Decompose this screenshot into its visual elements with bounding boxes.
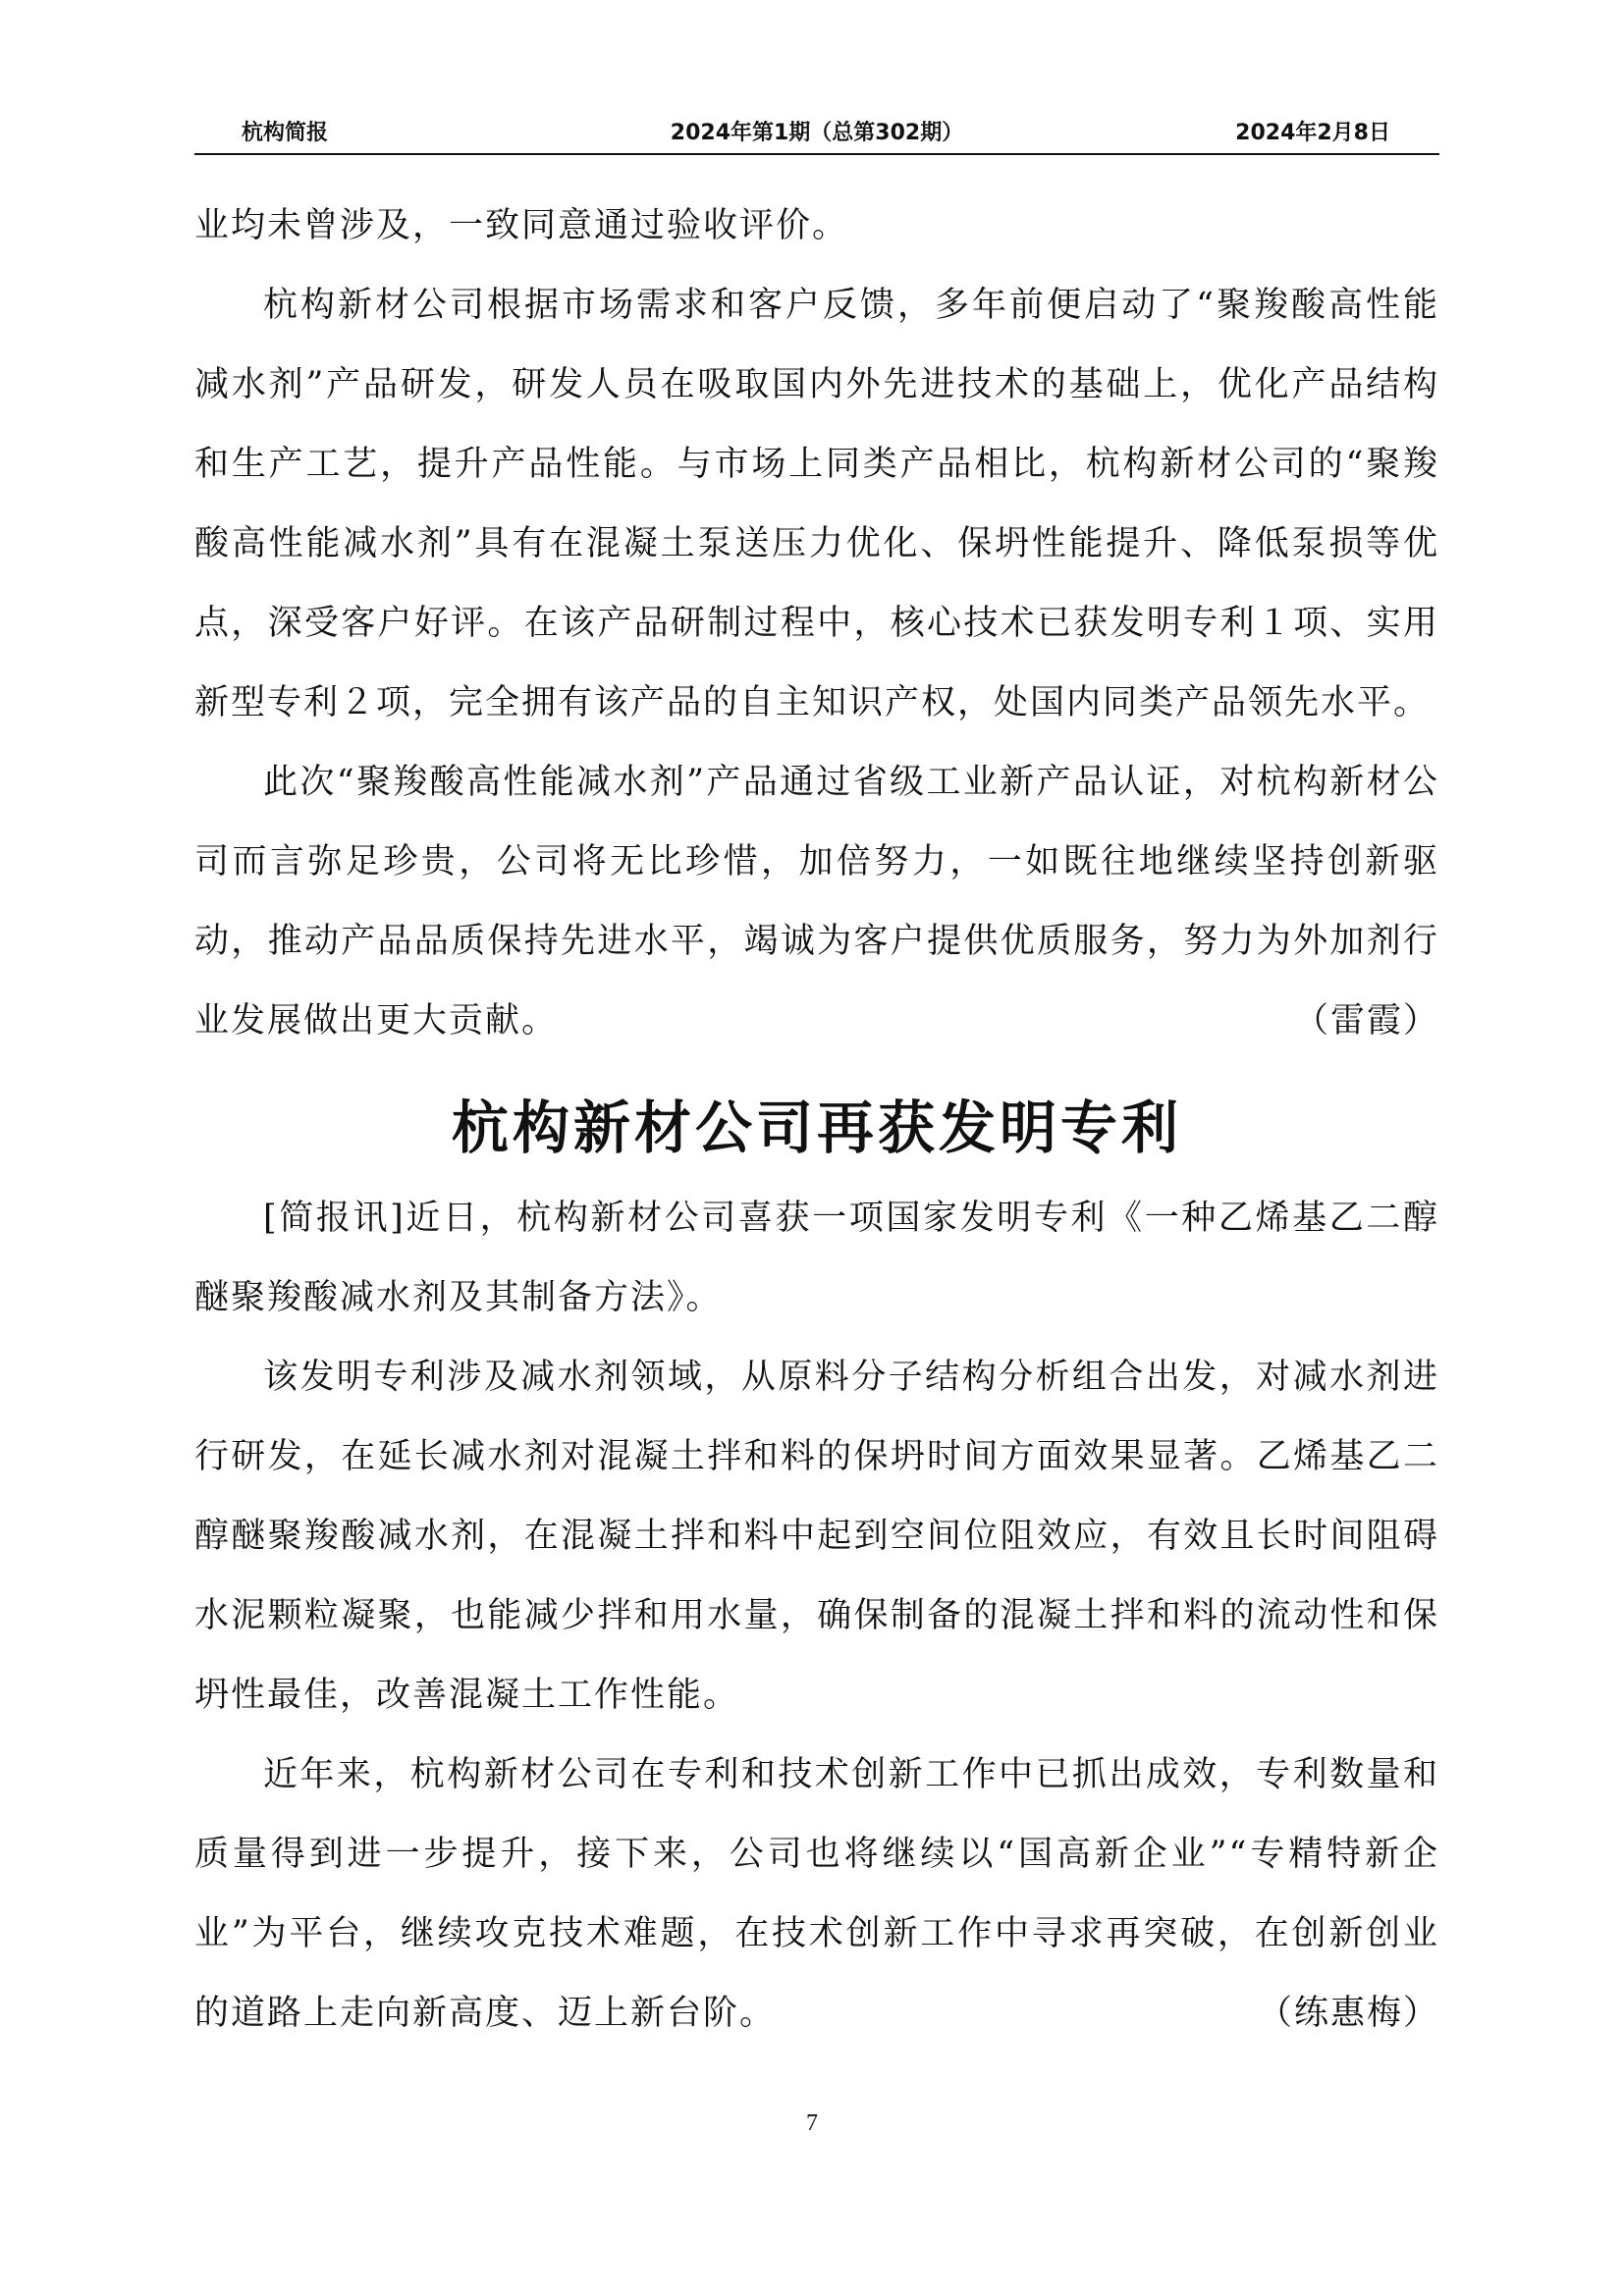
article2-title: 杭构新材公司再获发明专利 [451, 1095, 1182, 1161]
article2-paragraph: 该发明专利涉及减水剂领域，从原料分子结构分析组合出发，对减水剂进行研发，在延长减水剂对混凝土拌和料的保坍时间方面效果显著。乙烯基乙二醇醚聚羧酸减水剂，在混凝土拌和料中起到空间位阻效应，有效且长时间阻碍水泥颗粒凝聚，也能减少拌和用水量，确保制备的混凝土拌和料的流动性和保坍性最佳，改善混凝土工作性能。 [194, 1358, 1439, 1715]
article2-paragraph: [简报讯]近日，杭构新材公司喜获一项国家发明专利《一种乙烯基乙二醇醚聚羧酸减水剂及其制备方法》。 [194, 1199, 1439, 1317]
page-number: 7 [806, 2110, 818, 2136]
article2-author: （练惠梅） [1257, 1994, 1439, 2033]
page-header [194, 114, 1439, 155]
page-content [194, 187, 1439, 2054]
issue-number: 2024年第1期（总第302期） [670, 121, 964, 145]
article1-paragraph: 此次“聚羧酸高性能减水剂”产品通过省级工业新产品认证，对杭构新材公司而言弥足珍贵，公司将无比珍惜，加倍努力，一如既往地继续坚持创新驱动，推动产品品质保持先进水平，竭诚为客户提供优质服务，努力为外加剂行业发展做出更大贡献。 [194, 763, 1439, 1041]
publication-date: 2024年2月8日 [1235, 121, 1390, 145]
article1-continued-text: 业均未曾涉及，一致同意通过验收评价。 [194, 206, 849, 245]
article2-paragraph: 近年来，杭构新材公司在专利和技术创新工作中已抓出成效，专利数量和质量得到进一步提升，接下来，公司也将继续以“国高新企业”“专精特新企业”为平台，继续攻克技术难题，在技术创新工作中寻求再突破，在创新创业的道路上走向新高度、迈上新台阶。 [194, 1755, 1439, 2033]
publication-name: 杭构简报 [242, 121, 329, 145]
article1-author: （雷霞） [1293, 1001, 1439, 1041]
article1-paragraph: 杭构新材公司根据市场需求和客户反馈，多年前便启动了“聚羧酸高性能减水剂”产品研发，研发人员在吸取国内外先进技术的基础上，优化产品结构和生产工艺，提升产品性能。与市场上同类产品相比，杭构新材公司的“聚羧酸高性能减水剂”具有在混凝土泵送压力优化、保坍性能提升、降低泵损等优点，深受客户好评。在该产品研制过程中，核心技术已获发明专利１项、实用新型专利２项，完全拥有该产品的自主知识产权，处国内同类产品领先水平。 [194, 286, 1439, 722]
